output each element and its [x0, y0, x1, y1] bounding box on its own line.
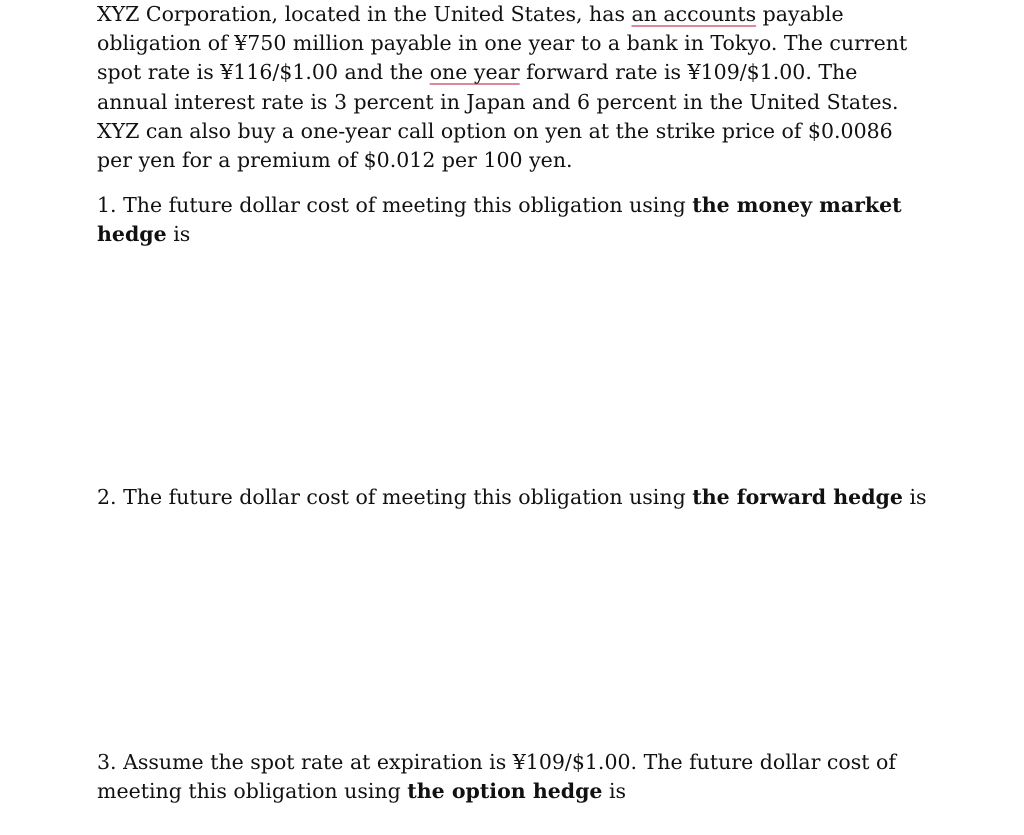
- intro-line-5: XYZ can also buy a one-year call option on yen at the strike price of $0.0086: [97, 118, 893, 143]
- question-1: [97, 191, 902, 249]
- text-run: is: [602, 779, 627, 804]
- question-3: [97, 748, 896, 806]
- bold-term: hedge: [97, 222, 167, 247]
- text-run: payable: [756, 2, 844, 26]
- text-run: is: [902, 485, 927, 509]
- intro-line-4: annual interest rate is 3 percent in Japan and 6 percent in the United States.: [97, 89, 899, 114]
- question-2-line-1: [97, 483, 927, 512]
- bold-term: the forward hedge: [692, 485, 903, 509]
- text-run: spot rate is ¥116/$1.00 and the: [97, 60, 430, 85]
- question-2: [97, 483, 927, 512]
- question-1-line-2: [97, 220, 902, 249]
- intro-line-3: [97, 58, 907, 87]
- question-1-line-1: [97, 191, 902, 220]
- intro-line-6: per yen for a premium of $0.012 per 100 yen.: [97, 148, 573, 173]
- intro-line-2: obligation of ¥750 million payable in one year to a bank in Tokyo. The current: [97, 31, 908, 56]
- problem-statement: [97, 0, 907, 175]
- grammar-flag-text[interactable]: an accounts: [631, 2, 757, 26]
- text-run: meeting this obligation using: [97, 779, 408, 804]
- text-run: XYZ Corporation, located in the United States, has: [97, 2, 632, 26]
- text-run: 2. The future dollar cost of meeting this obligation using: [97, 485, 693, 509]
- bold-term: the money market: [692, 193, 902, 217]
- text-run: forward rate is ¥109/$1.00. The: [519, 60, 858, 85]
- bold-term: the option hedge: [407, 779, 603, 804]
- question-3-line-2: [97, 777, 896, 806]
- grammar-flag-text[interactable]: one year: [429, 60, 520, 85]
- intro-line-1: [97, 0, 907, 29]
- text-run: is: [166, 222, 191, 247]
- question-3-line-1: 3. Assume the spot rate at expiration is ¥109/$1.00. The future dollar cost of: [97, 750, 896, 774]
- text-run: 1. The future dollar cost of meeting this obligation using: [97, 193, 693, 217]
